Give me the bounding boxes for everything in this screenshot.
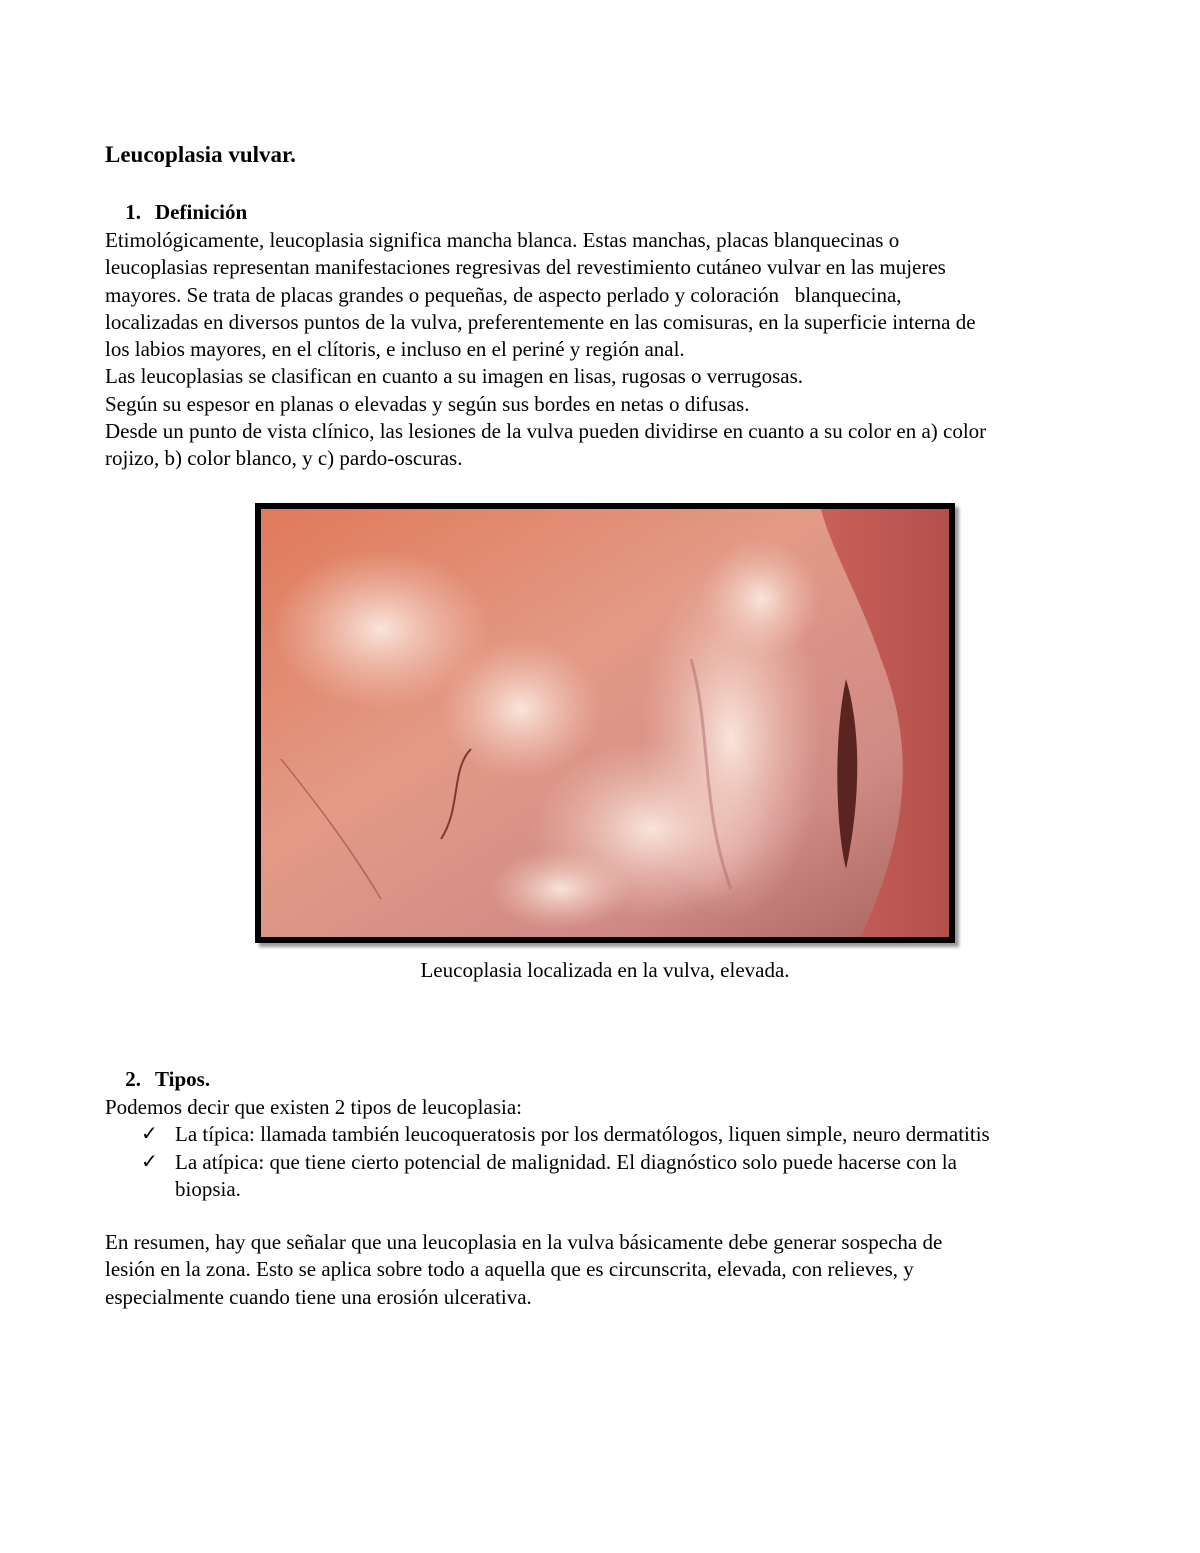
list-item: [105, 1149, 1105, 1204]
section-label: Tipos.: [155, 1067, 211, 1091]
document-title: Leucoplasia vulvar.: [105, 142, 296, 167]
text-line: Según su espesor en planas o elevadas y según sus bordes en netas o difusas.: [105, 391, 750, 416]
section-label: Definición: [155, 200, 248, 224]
text-line: leucoplasias representan manifestaciones regresivas del revestimiento cutáneo vulvar en las mujeres: [105, 255, 946, 280]
list-item: [105, 1121, 1105, 1148]
clinical-photo: [255, 503, 955, 943]
section-number: 1.: [125, 200, 141, 224]
list-item-text: biopsia.: [175, 1176, 241, 1201]
tipos-list: [105, 1121, 1105, 1203]
clinical-photo-illustration: [261, 509, 949, 937]
section-heading-tipos: [105, 1067, 210, 1092]
list-item-text: La típica: llamada también leucoqueratosis por los dermatólogos, liquen simple, neuro dermatitis: [175, 1122, 990, 1147]
text-line: Las leucoplasias se clasifican en cuanto a su imagen en lisas, rugosas o verrugosas.: [105, 364, 804, 389]
text-line: Etimológicamente, leucoplasia significa mancha blanca. Estas manchas, placas blanquecinas o: [105, 228, 900, 252]
text-line: los labios mayores, en el clítoris, e incluso en el periné y región anal.: [105, 337, 685, 362]
checkmark-icon: ✓: [141, 1150, 158, 1173]
tipos-intro: Podemos decir que existen 2 tipos de leucoplasia:: [105, 1095, 522, 1119]
figure-caption: Leucoplasia localizada en la vulva, elevada.: [420, 958, 790, 982]
text-line: En resumen, hay que señalar que una leucoplasia en la vulva básicamente debe generar sospecha de: [105, 1230, 943, 1254]
text-line: localizadas en diversos puntos de la vulva, preferentemente en las comisuras, en la superficie interna de: [105, 309, 976, 334]
text-line: lesión en la zona. Esto se aplica sobre todo a aquella que es circunscrita, elevada, con relieves, y: [105, 1257, 914, 1282]
text-line: Desde un punto de vista clínico, las lesiones de la vulva pueden dividirse en cuanto a su color en a) color: [105, 419, 987, 444]
summary-paragraph: [105, 1229, 1105, 1311]
definicion-body: [105, 227, 1105, 473]
text-line: rojizo, b) color blanco, y c) pardo-oscuras.: [105, 446, 463, 471]
text-line: mayores. Se trata de placas grandes o pequeñas, de aspecto perlado y coloración blanquecina,: [105, 282, 902, 307]
section-heading-definicion: [105, 200, 247, 225]
tipos-body: [105, 1094, 1105, 1203]
checkmark-icon: ✓: [141, 1123, 158, 1146]
list-item-text: La atípica: que tiene cierto potencial de malignidad. El diagnóstico solo puede hacerse con la: [175, 1149, 957, 1174]
text-line: especialmente cuando tiene una erosión ulcerativa.: [105, 1284, 532, 1309]
section-number: 2.: [125, 1067, 141, 1091]
